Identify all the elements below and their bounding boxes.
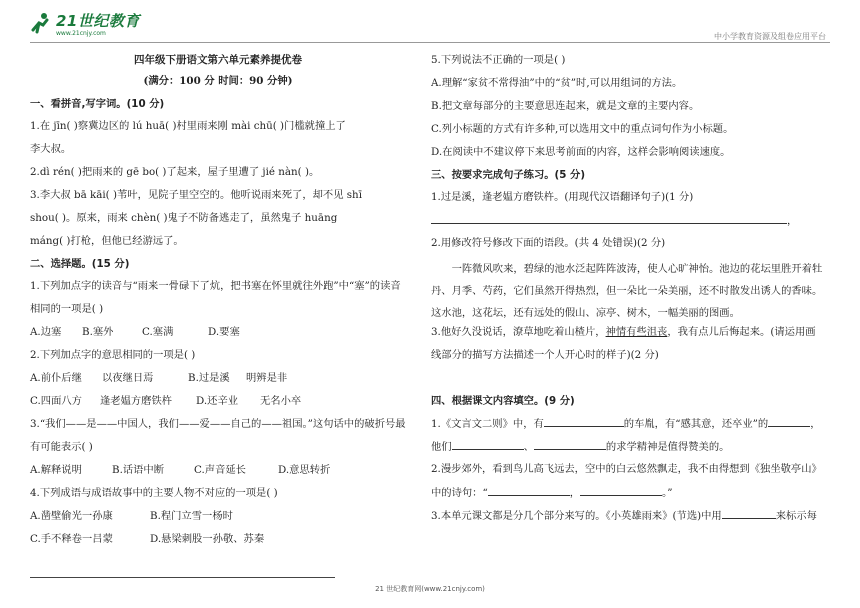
- option-a-pair: 以夜继日焉: [102, 372, 154, 384]
- answer-blank[interactable]: [452, 438, 524, 450]
- exam-subtitle: (满分：100 分 时间：90 分钟): [143, 75, 293, 87]
- option-a[interactable]: A.边塞: [30, 326, 62, 338]
- s3-q3-answer-space[interactable]: [431, 370, 831, 393]
- option-a[interactable]: A.前仆后继: [30, 372, 82, 384]
- s2-q2: 2.下列加点字的意思相同的一项是( ): [30, 349, 196, 361]
- answer-blank[interactable]: [534, 438, 606, 450]
- header-divider: [30, 42, 830, 43]
- s1-line-2: 李大叔。: [30, 143, 72, 155]
- answer-blank[interactable]: [580, 484, 662, 496]
- s3-q2: 2.用修改符号修改下面的语段。(共 4 处错误)(2 分): [431, 237, 666, 249]
- s2-q4-options-cd: [30, 531, 406, 554]
- footer-divider: [30, 577, 335, 578]
- section-2-heading: 二、选择题。(15 分): [30, 258, 130, 270]
- left-column: [30, 52, 406, 554]
- s3-q1-answer-row: ，: [431, 212, 831, 235]
- option-c[interactable]: C.手不释卷一吕蒙: [30, 533, 113, 545]
- s3-paragraph: 一阵微风吹来，碧绿的池水泛起阵阵波涛，使人心旷神怡。池边的花坛里胜开着牡丹、月季、芍药，它们虽然开得热烈，但一朵比一朵美丽，还不时散发出诱人的香味。这水池，这花坛，还有远处的假山、凉亭、树木，一幅美丽的图画。: [431, 263, 823, 319]
- s2-q1-cont: 相同的一项是( ): [30, 303, 104, 315]
- s1-line-3: 2.dì rén( )把雨来的 gē bo( )了起来，屋子里遭了 jié nàn( )。: [30, 166, 320, 178]
- answer-blank[interactable]: [488, 484, 570, 496]
- answer-blank[interactable]: [722, 507, 776, 519]
- s3-q3-cont: 线部分的描写方法描述一个人开心时的样子)(2 分): [431, 349, 659, 361]
- s4-q2: 2.漫步郊外，看到鸟儿高飞远去，空中的白云悠然飘走，我不由得想到《独坐敬亭山》: [431, 463, 822, 475]
- option-c[interactable]: C.声音延长: [194, 464, 246, 476]
- exam-title: 四年级下册语文第六单元素养提优卷: [134, 54, 302, 66]
- s4-q3: 3.本单元课文都是分几个部分来写的。《小英雄雨来》(节选)中用 来标示每: [431, 507, 831, 530]
- runner-logo-icon: [30, 12, 52, 34]
- option-c-pair: 逢老媪方磨铁杵: [100, 395, 173, 407]
- s2-q3-cont: 有可能表示( ): [30, 441, 93, 453]
- s2-q2-options-ab: [30, 370, 406, 393]
- site-logo: [30, 6, 150, 42]
- option-b-pair: 明辨是非: [246, 372, 288, 384]
- s2-q2-options-cd: [30, 393, 406, 416]
- underlined-phrase: 神情有些沮丧: [605, 326, 668, 338]
- option-d[interactable]: D.悬梁刺股一孙敬、苏秦: [150, 533, 265, 545]
- option-c[interactable]: C.塞满: [142, 326, 174, 338]
- option-b[interactable]: B.话语中断: [112, 464, 165, 476]
- logo-url: www.21cnjy.com: [56, 30, 106, 37]
- s2-q3: 3.“我们——是——中国人，我们——爱——自己的——祖国。”这句话中的破折号最: [30, 418, 406, 430]
- header-note: 中小学教育资源及组卷应用平台: [714, 32, 826, 41]
- s1-line-6: máng( )打枪，但他已经游远了。: [30, 235, 184, 247]
- option-c[interactable]: C.四面八方: [30, 395, 82, 407]
- option-d-pair: 无名小卒: [260, 395, 302, 407]
- option-a[interactable]: A.凿壁偷光一孙康: [30, 510, 113, 522]
- s1-line-5: shou( )。原来，雨来 chèn( )鬼子不防备逃走了，虽然鬼子 huāng: [30, 212, 338, 224]
- section-4-heading: 四、根据课文内容填空。(9 分): [431, 395, 575, 407]
- s2-q5: 5.下列说法不正确的一项是( ): [431, 54, 566, 66]
- answer-blank[interactable]: [544, 415, 624, 427]
- option-b[interactable]: B.程门立雪一杨时: [150, 510, 233, 522]
- option-a[interactable]: A.解释说明: [30, 464, 82, 476]
- answer-blank[interactable]: [431, 212, 787, 224]
- s2-q5-option-c[interactable]: C.列小标题的方式有许多种,可以选用文中的重点词句作为小标题。: [431, 123, 734, 135]
- s2-q1: 1.下列加点字的读音与“雨来一骨碌下了炕，把书塞在怀里就往外跑”中“塞”的读音: [30, 280, 401, 292]
- answer-blank[interactable]: [768, 415, 810, 427]
- s2-q5-option-b[interactable]: B.把文章每部分的主要意思连起来，就是文章的主要内容。: [431, 100, 700, 112]
- s2-q1-options: [30, 324, 406, 347]
- s1-line-1: 1.在 jīn( )察冀边区的 lú huā( )村里雨来刚 mài chū( )门槛就撞上了: [30, 120, 346, 132]
- s4-q1: 1.《文言文二则》中，有 的车胤，有“感其意，还卒业”的 ，: [431, 415, 831, 438]
- right-column: [431, 52, 831, 530]
- option-d[interactable]: D.意思转折: [278, 464, 331, 476]
- s2-q4: 4.下列成语与成语故事中的主要人物不对应的一项是( ): [30, 487, 278, 499]
- section-3-heading: 三、按要求完成句子练习。(5 分): [431, 169, 586, 181]
- s4-q1-cont: 他们 、 的求学精神是值得赞美的。: [431, 438, 831, 461]
- logo-text: 21世纪教育: [56, 12, 140, 30]
- s4-q2-cont: 中的诗句：“ ， 。”: [431, 484, 831, 507]
- page-footer: 21 世纪教育网(www.21cnjy.com): [375, 585, 485, 593]
- s3-q3: 3.他好久没说话，潦草地吃着山楂片，神情有些沮丧，我有点儿后悔起来。(请运用画: [431, 326, 816, 338]
- s1-line-4: 3.李大叔 bā kāi( )苇叶，见院子里空空的。他听说雨来死了，却不见 shī: [30, 189, 362, 201]
- option-d[interactable]: D.要塞: [208, 326, 240, 338]
- s2-q3-options: [30, 462, 406, 485]
- option-b[interactable]: B.过是溪: [188, 372, 230, 384]
- section-1-heading: 一、看拼音,写字词。(10 分): [30, 98, 165, 110]
- option-d[interactable]: D.还辛业: [196, 395, 239, 407]
- s2-q5-option-a[interactable]: A.理解“家贫不常得油”中的“贫”时,可以用组词的方法。: [431, 77, 683, 89]
- option-b[interactable]: B.塞外: [82, 326, 114, 338]
- s2-q5-option-d[interactable]: D.在阅读中不建议停下来思考前面的内容，这样会影响阅读速度。: [431, 146, 731, 158]
- s2-q4-options-ab: [30, 508, 406, 531]
- s3-q1: 1.过是溪，逢老媪方磨铁杵。(用现代汉语翻译句子)(1 分): [431, 191, 694, 203]
